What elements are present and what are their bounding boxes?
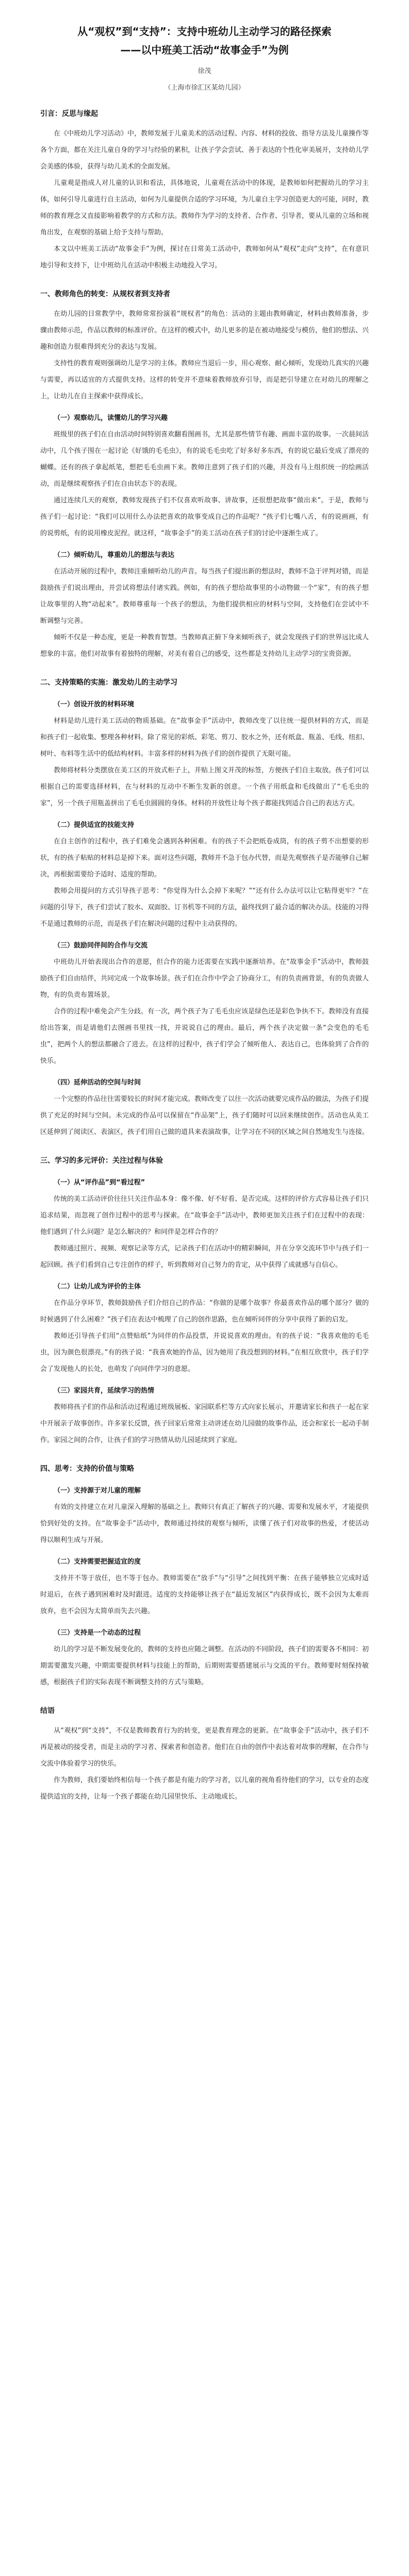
paragraph: 材料是幼儿进行美工活动的物质基础。在“故事金手”活动中，教师改变了以往统一提供材料的方式，而是和孩子们一起收集、整理各种材料。除了常见的彩纸、彩笔、剪刀、胶水之外，还有纸盒、瓶盖、毛线、纽扣、树叶、布料等生活中的低结构材料。丰富多样的材料为孩子们的创作提供了无限可能。 bbox=[40, 717, 369, 758]
paragraph: 教师将材料分类摆放在美工区的开放式柜子上，并贴上图文并茂的标签，方便孩子们自主取放。孩子们可以根据自己的需要选择材料，在与材料的互动中不断生发新的创意。一个孩子用纸盒和毛线做出了“毛毛虫的家”，另一个孩子用瓶盖拼出了毛毛虫圆圆的身体。材料的开放性让每个孩子都能找到适合自己的表达方式。 bbox=[40, 767, 369, 807]
subsection-heading: （二）让幼儿成为评价的主体 bbox=[54, 1283, 141, 1291]
paragraph: 倾听不仅是一种态度，更是一种教育智慧。当教师真正俯下身来倾听孩子，就会发现孩子们的世界远比成人想象的丰富。他们对故事有着独特的理解，对美有着自己的感受，这些都是支持幼儿主动学习的宝贵资源。 bbox=[40, 634, 369, 658]
paragraph: 教师将孩子们的作品和活动过程通过班级展板、家园联系栏等方式向家长展示，并邀请家长和孩子一起在家中开展亲子故事创作。许多家长反馈，孩子回家后常常主动讲述在幼儿园做的故事作品，还会和家长一起动手制作。家园之间的合作，让孩子们的学习热情从幼儿园延续到了家庭。 bbox=[40, 1403, 369, 1444]
subsection-heading: （一）创设开放的材料环境 bbox=[54, 701, 135, 708]
paragraph: 幼儿的学习是不断发展变化的，教师的支持也应随之调整。在活动的不同阶段，孩子们的需要各不相同：初期需要激发兴趣，中期需要提供材料与技能上的帮助，后期则需要搭建展示与交流的平台。教师要时刻保持敏感，根据孩子们的实际表现不断调整支持的方式与策略。 bbox=[40, 1646, 369, 1686]
paragraph: 在《中班幼儿学习活动》中，教师发展于儿童美术的活动过程、内容、材料的投放、指导方法及儿童操作等各个方面，都在关注儿童自身的学习与经验的累积，让孩子学会尝试、善于表达的个性化审美展开，支持幼儿学会美感的体验，获得与幼儿美术的全面发展。 bbox=[40, 130, 369, 171]
paragraph: 在自主创作的过程中，孩子们难免会遇到各种困难。有的孩子不会把纸卷成筒，有的孩子剪不出想要的形状，有的孩子粘贴的材料总是掉下来。面对这些问题，教师并不急于包办代替，而是先观察孩子是否能够自己解决，再根据需要给予适时、适度的帮助。 bbox=[40, 838, 369, 878]
paragraph: 一个完整的作品往往需要较长的时间才能完成。教师改变了以往一次活动就要完成作品的做法，为孩子们提供了充足的时间与空间。未完成的作品可以保留在“作品架”上，孩子们随时可以回来继续创作。活动也从美工区延伸到了阅读区、表演区，孩子们用自己做的道具来表演故事，让学习在不同的区域之间自然地发生与连接。 bbox=[40, 1095, 369, 1136]
section-heading: 四、思考：支持的价值与策略 bbox=[40, 1465, 134, 1473]
subsection-heading: （一）从“评作品”到“看过程” bbox=[54, 1179, 145, 1187]
subsection-heading: （二）支持需要把握适宜的度 bbox=[54, 1558, 141, 1566]
paragraph: 教师还引导孩子们用“点赞贴纸”为同伴的作品投票，并说说喜欢的理由。有的孩子说：“我喜欢他的毛毛虫，因为颜色很漂亮。”有的孩子说：“我喜欢她的作品，因为她用了我没想到的材料。”在相互欣赏中，孩子们学会了发现他人的长处，也萌发了向同伴学习的意愿。 bbox=[40, 1332, 369, 1373]
paragraph: 中班幼儿开始表现出合作的意愿，但合作的能力还需要在实践中逐渐培养。在“故事金手”活动中，教师鼓励孩子们自由结伴，共同完成一个故事场景。孩子们在合作中学会了协商分工，有的负责画背景，有的负责做人物，有的负责布置场景。 bbox=[40, 958, 369, 999]
paragraph: 有效的支持建立在对儿童深入理解的基础之上。教师只有真正了解孩子的兴趣、需要和发展水平，才能提供恰到好处的支持。在“故事金手”活动中，教师通过持续的观察与倾听，读懂了孩子们对故事的热爱，才使活动得以顺利生成与开展。 bbox=[40, 1503, 369, 1544]
paragraph: 在幼儿园的日常教学中，教师常常扮演着“规权者”的角色：活动的主题由教师确定，材料由教师准备，步骤由教师示范，作品以教师的标准评价。在这样的模式中，幼儿更多的是在被动地接受与模仿，他们的想法、兴趣和创造力很难得到充分的表达与发展。 bbox=[40, 310, 369, 351]
article-body bbox=[40, 105, 369, 1805]
subsection-heading: （三）支持是一个动态的过程 bbox=[54, 1629, 141, 1637]
paragraph: 作为教师，我们要始终相信每一个孩子都是有能力的学习者，以儿童的视角看待他们的学习，以专业的态度提供适宜的支持，让每一个孩子都能在幼儿园里快乐、主动地成长。 bbox=[40, 1776, 369, 1801]
section-heading: 一、教师角色的转变：从规权者到支持者 bbox=[40, 290, 170, 298]
section-heading: 三、学习的多元评价：关注过程与体验 bbox=[40, 1157, 163, 1165]
author-name: 徐茂 bbox=[198, 67, 211, 75]
paragraph: 班级里的孩子们在自由活动时间特别喜欢翻看图画书，尤其是那些情节有趣、画面丰富的故事。一次晨间活动中，几个孩子围在一起讨论《好饿的毛毛虫》，有的说毛毛虫吃了好多好多东西，有的说它最后变成了漂亮的蝴蝶。还有的孩子拿起纸笔，想把毛毛虫画下来。教师注意到了孩子们的兴趣，并没有马上组织统一的绘画活动，而是继续观察孩子们在自由状态下的表现。 bbox=[40, 431, 369, 488]
section-heading: 引言：反思与缘起 bbox=[40, 110, 98, 118]
subsection-heading: （一）观察幼儿，读懂幼儿的学习兴趣 bbox=[54, 414, 168, 422]
subsection-heading: （三）家园共育，延续学习的热情 bbox=[54, 1387, 155, 1395]
paragraph: 传统的美工活动评价往往只关注作品本身：像不像、好不好看、是否完成。这样的评价方式容易让孩子们只追求结果，而忽视了创作过程中的思考与探索。在“故事金手”活动中，教师更加关注孩子们在过程中的表现：他们遇到了什么问题？是怎么解决的？和同伴是怎样合作的？ bbox=[40, 1195, 369, 1236]
subsection-heading: （四）延伸活动的空间与时间 bbox=[54, 1079, 141, 1087]
subsection-heading: （二）倾听幼儿，尊重幼儿的想法与表达 bbox=[54, 551, 175, 559]
paragraph: 本文以中班美工活动“故事金手”为例，探讨在日常美工活动中，教师如何从“观权”走向“支持”，在有意识地引导和支持下，让中班幼儿在活动中积极主动地投入学习。 bbox=[40, 245, 369, 269]
author-affiliation: （上海市徐汇区某幼儿园） bbox=[164, 84, 245, 92]
subsection-heading: （二）提供适宜的技能支持 bbox=[54, 821, 135, 829]
paragraph: 教师会用提问的方式引导孩子思考：“你觉得为什么会掉下来呢？”“还有什么办法可以让它粘得更牢？”在问题的引导下，孩子们尝试了胶水、双面胶、订书机等不同的方法，最终找到了最合适的解决办法。技能的习得不是通过教师的示范，而是孩子们在解决问题的过程中主动获得的。 bbox=[40, 887, 369, 928]
paragraph: 支持性的教育观则强调幼儿是学习的主体。教师应当退后一步，用心观察、耐心倾听，发现幼儿真实的兴趣与需要，再以适宜的方式提供支持。这样的转变并不意味着教师放弃引导，而是把引导建立在对幼儿的理解之上，让幼儿在自主探索中获得成长。 bbox=[40, 360, 369, 400]
paragraph: 在作品分享环节，教师鼓励孩子们介绍自己的作品：“你做的是哪个故事？你最喜欢作品的哪个部分？做的时候遇到了什么困难？”孩子们在表达中梳理了自己的创作思路，也在倾听同伴的分享中获得了新的启发。 bbox=[40, 1299, 369, 1324]
paragraph: 儿童观是指成人对儿童的认识和看法，具体地说，儿童观在活动中的体现，是教师如何把握幼儿的学习主体，如何引导儿童进行自主活动，如何为儿童提供合适的学习环境，为儿童自主学习创造更大的可能，同时，教师的教育理念又直接影响着教学的方式和方法。教师作为学习的支持者、合作者、引导者，要从儿童的立场和视角出发，在观察的基础上给予支持与帮助。 bbox=[40, 179, 369, 236]
section-heading: 二、支持策略的实施：激发幼儿的主动学习 bbox=[40, 679, 177, 687]
subsection-heading: （一）支持源于对儿童的理解 bbox=[54, 1487, 141, 1495]
paragraph: 支持并不等于放任，也不等于包办。教师需要在“放手”与“引导”之间找到平衡：在孩子能够独立完成时适时退后，在孩子遇到困难时及时跟进。适度的支持能够让孩子在“最近发展区”内获得成长，既不会因为太难而放弃，也不会因为太简单而失去兴趣。 bbox=[40, 1574, 369, 1615]
paragraph: 教师通过照片、视频、观察记录等方式，记录孩子们在活动中的精彩瞬间，并在分享交流环节中与孩子们一起回顾。孩子们看到自己专注创作的样子，听到教师对自己努力的肯定，从中获得了成就感与自信心。 bbox=[40, 1245, 369, 1269]
paragraph: 通过连续几天的观察，教师发现孩子们不仅喜欢听故事、讲故事，还很想把故事“做出来”。于是，教师与孩子们一起讨论：“我们可以用什么办法把喜欢的故事变成自己的作品呢？”孩子们七嘴八舌，有的说画画，有的说剪纸，有的说用橡皮泥捏。就这样，“故事金手”的美工活动在孩子们的讨论中逐渐生成了。 bbox=[40, 497, 369, 537]
document-subtitle: ——以中班美工活动“故事金手”为例 bbox=[120, 44, 289, 56]
section-heading: 结语 bbox=[40, 1707, 55, 1715]
subsection-heading: （三）鼓励同伴间的合作与交流 bbox=[54, 942, 148, 950]
paragraph: 从“观权”到“支持”，不仅是教师教育行为的转变，更是教育理念的更新。在“故事金手”活动中，孩子们不再是被动的接受者，而是主动的学习者、探索者和创造者。他们在自由的创作中表达着对故事的理解，在合作与交流中体验着学习的快乐。 bbox=[40, 1727, 369, 1768]
paragraph: 合作的过程中难免会产生分歧。有一次，两个孩子为了毛毛虫应该是绿色还是彩色争执不下。教师没有直接给出答案，而是请他们去图画书里找一找，并说说自己的理由。最后，两个孩子决定做一条“会变色的毛毛虫”，把两个人的想法都融合了进去。在这样的过程中，孩子们学会了倾听他人、表达自己，也体验到了合作的快乐。 bbox=[40, 1008, 369, 1065]
document-title: 从“观权”到“支持”：支持中班幼儿主动学习的路径探索 bbox=[77, 25, 332, 38]
paragraph: 在活动开展的过程中，教师注重倾听幼儿的声音。每当孩子们提出新的想法时，教师不急于评判对错，而是鼓励孩子们说出理由，并尝试将想法付诸实践。例如，有的孩子想给故事里的小动物做一个“家”，有的孩子想让故事里的人物“动起来”。教师尊重每一个孩子的想法，为他们提供相应的材料与空间，支持他们在尝试中不断调整与完善。 bbox=[40, 568, 369, 625]
